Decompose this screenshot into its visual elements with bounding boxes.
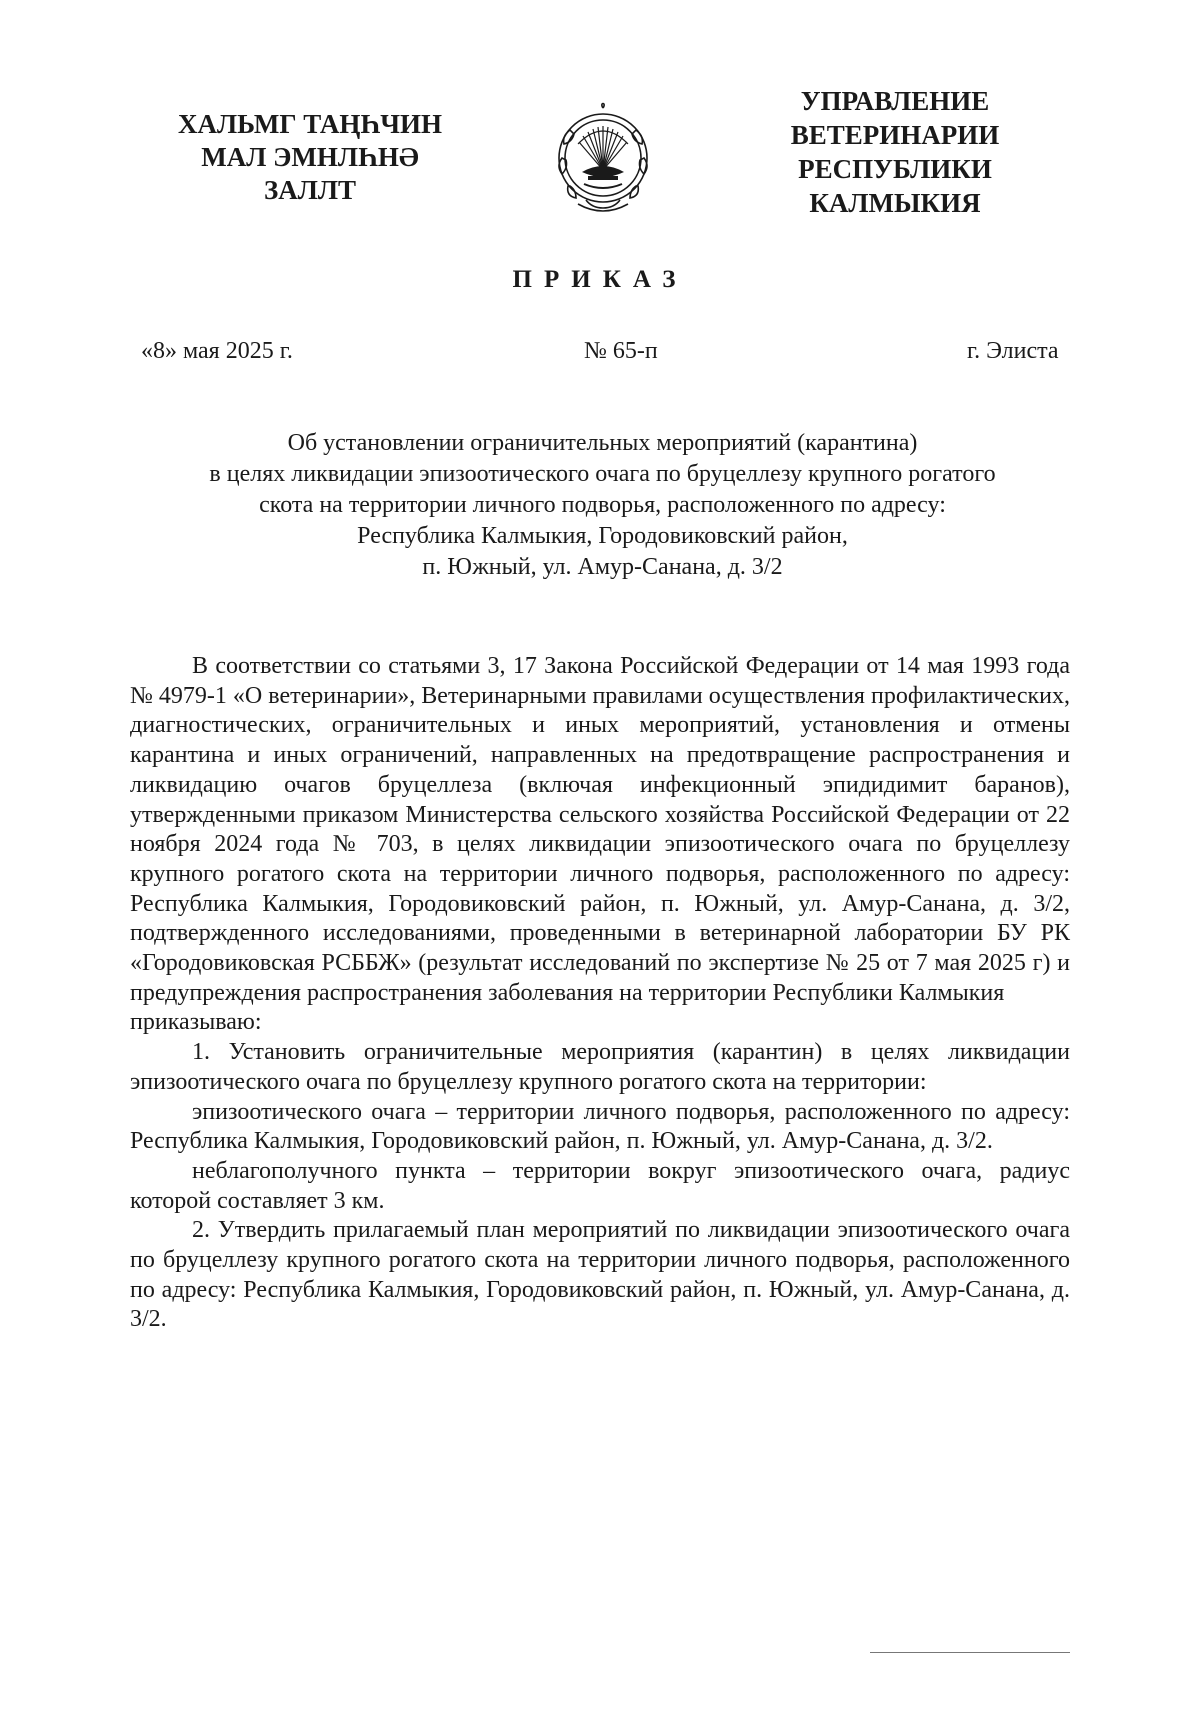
subject-line: Об установлении ограничительных мероприятий (карантина) xyxy=(287,430,918,456)
order-city: г. Элиста xyxy=(967,338,1059,364)
item-1-focus-paragraph: эпизоотического очага – территории личного подворья, расположенного по адресу: Республика Калмыкия, Городовиковский район, п. Южный, ул. Амур-Санана, д. 3/2. xyxy=(130,1098,1070,1155)
subject-line: Республика Калмыкия, Городовиковский район, xyxy=(357,523,848,549)
header-left-line: ХАЛЬМГ ТАҢҺЧИН xyxy=(177,109,443,139)
order-number: № 65-п xyxy=(584,338,658,364)
order-body xyxy=(130,652,1070,1335)
preamble-paragraph: В соответствии со статьями 3, 17 Закона Российской Федерации от 14 мая 1993 года № 4979-1 «О ветеринарии», Ветеринарными правилами осуществления профилактических, диагностических, ограничительных и иных мероприятий, установления и отмены карантина и иных ограничений, направленных на предотвращение распространения и ликвидацию очагов бруцеллеза (включая инфекционный эпидидимит баранов), утвержденными приказом Министерства сельского хозяйства Российской Федерации от 22 ноября 2024 года № 703, в целях ликвидации эпизоотического очага по бруцеллезу крупного рогатого скота на территории личного подворья, расположенного по адресу: Республика Калмыкия, Городовиковский район, п. Южный, ул. Амур-Санана, д. 3/2, подтвержденного исследованиями, проведенными в ветеринарной лаборатории БУ РК «Городовиковская РСББЖ» (результат исследований по экспертизе № 25 от 7 мая 2025 г) и предупреждения распространения заболевания на территории Республики Калмыкия xyxy=(130,653,1070,1006)
item-1-point-paragraph: неблагополучного пункта – территории вокруг эпизоотического очага, радиус которой составляет 3 км. xyxy=(130,1157,1070,1214)
subject-line: п. Южный, ул. Амур-Санана, д. 3/2 xyxy=(422,554,783,580)
item-1-paragraph: 1. Установить ограничительные мероприятия (карантин) в целях ликвидации эпизоотического очага по бруцеллезу крупного рогатого скота на территории: xyxy=(130,1039,1070,1095)
order-subject xyxy=(130,428,1075,583)
kalmykia-emblem-icon xyxy=(548,100,658,216)
header-right-line: ВЕТЕРИНАРИИ xyxy=(790,120,1000,150)
header-right-line: КАЛМЫКИЯ xyxy=(809,188,981,218)
order-date: «8» мая 2025 г. xyxy=(141,338,293,364)
header-left-line: ЗАЛЛТ xyxy=(264,175,356,205)
order-title: ПРИКАЗ xyxy=(512,266,688,293)
header-left-line: МАЛ ЭМНЛҺНӘ xyxy=(201,142,419,172)
subject-line: в целях ликвидации эпизоотического очага по бруцеллезу крупного рогатого xyxy=(209,461,996,487)
header-right-line: РЕСПУБЛИКИ xyxy=(798,154,992,184)
order-word: приказываю: xyxy=(130,1009,262,1036)
subject-line: скота на территории личного подворья, расположенного по адресу: xyxy=(259,492,946,518)
header-kalmyk-title xyxy=(150,108,470,207)
header-right-line: УПРАВЛЕНИЕ xyxy=(800,86,990,116)
footer-rule xyxy=(870,1652,1070,1653)
item-2-paragraph: 2. Утвердить прилагаемый план мероприятий по ликвидации эпизоотического очага по бруцеллезу крупного рогатого скота на территории личного подворья, расположенного по адресу: Республика Калмыкия, Городовиковский район, п. Южный, ул. Амур-Санана, д. 3/2. xyxy=(130,1217,1070,1333)
header-russian-title xyxy=(745,84,1045,220)
